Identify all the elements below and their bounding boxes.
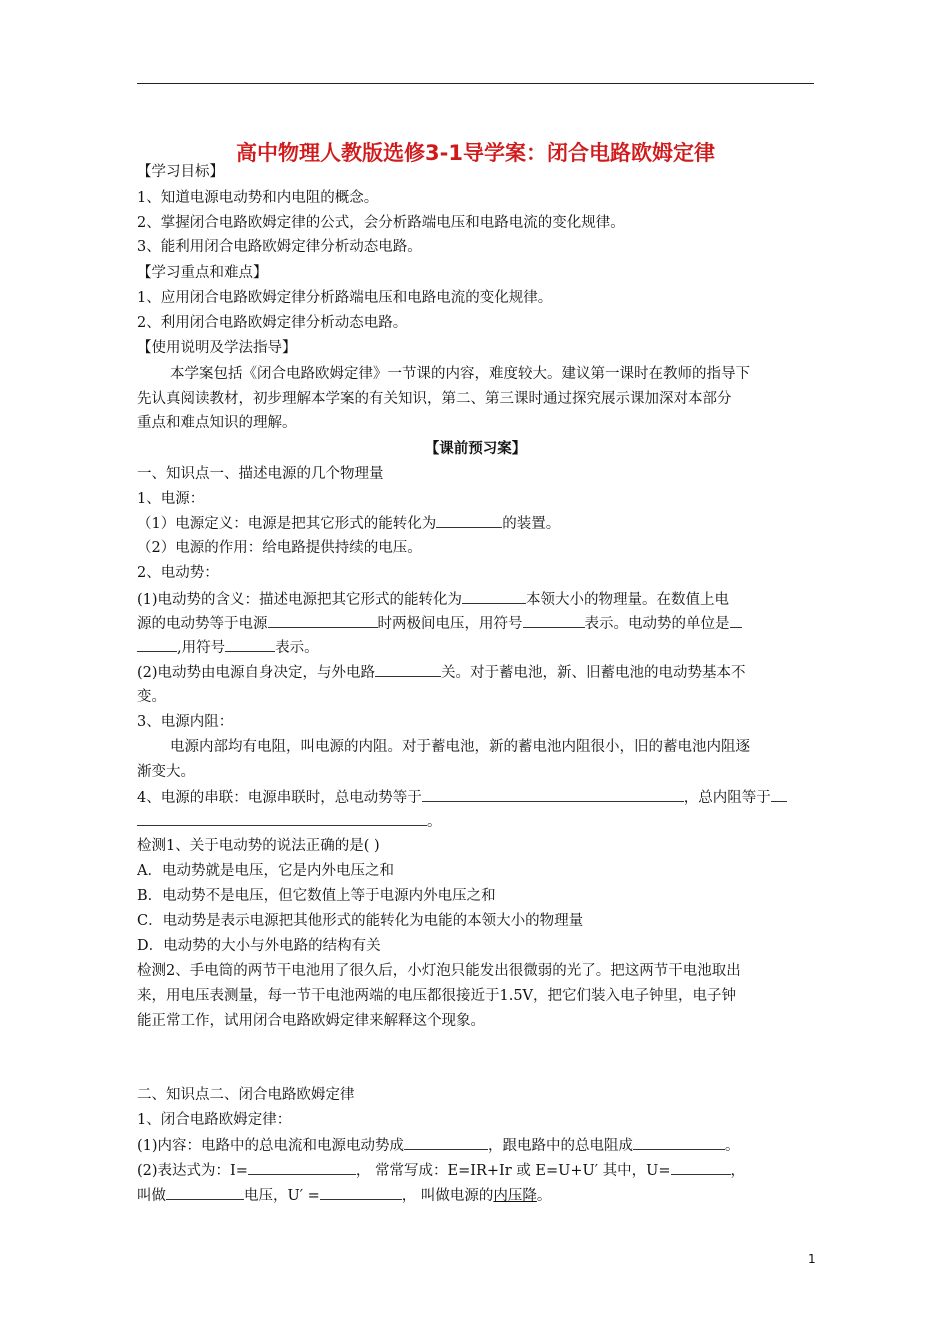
- power-title: 1、电源：: [137, 491, 205, 507]
- emf-title: 2、电动势：: [137, 565, 219, 581]
- emf-line-2: 源的电动势等于电源 时两极间电压，用符号 表示。电动势的单位是: [137, 614, 742, 633]
- objective-2: 2、掌握闭合电路欧姆定律的公式，会分析路端电压和电路电流的变化规律。: [137, 215, 625, 231]
- internal-line-2: 渐变大。: [137, 764, 195, 780]
- section2-heading: 二、知识点二、闭合电路欧姆定律: [137, 1087, 355, 1103]
- answer-blank[interactable]: [137, 812, 427, 826]
- answer-blank[interactable]: [436, 514, 502, 528]
- objective-3: 3、能利用闭合电路欧姆定律分析动态电路。: [137, 239, 422, 255]
- keypoint-1: 1、应用闭合电路欧姆定律分析路端电压和电路电流的变化规律。: [137, 290, 553, 306]
- internal-title: 3、电源内阻：: [137, 714, 234, 730]
- answer-blank[interactable]: [404, 1136, 488, 1150]
- power-definition: （1）电源定义：电源是把其它形式的能转化为 的装置。: [137, 516, 561, 532]
- law-expression: (2)表达式为：I= ， 常常写成：E=IR+Ir 或 E=U+U′ 其中，U= ，: [137, 1163, 746, 1179]
- answer-blank[interactable]: [633, 1136, 725, 1150]
- document-title: 高中物理人教版选修3-1导学案：闭合电路欧姆定律: [236, 141, 715, 165]
- law-terms: 叫做 电压，U′ = ， 叫做电源的内压降。: [137, 1188, 552, 1204]
- page-number: 1: [808, 1252, 816, 1266]
- power-role: （2）电源的作用：给电路提供持续的电压。: [137, 540, 422, 556]
- objective-1: 1、知道电源电动势和内电阻的概念。: [137, 190, 379, 206]
- section1-heading: 一、知识点一、描述电源的几个物理量: [137, 466, 384, 482]
- emf-line-3: ,用符号 表示。: [137, 638, 319, 657]
- answer-blank[interactable]: [320, 1186, 402, 1200]
- instructions-line-3: 重点和难点知识的理解。: [137, 415, 297, 431]
- check2-line-2: 来，用电压表测量，每一节干电池两端的电压都很接近于1.5V，把它们装入电子钟里，电子钟: [137, 988, 737, 1004]
- series-line-2: 。: [137, 812, 442, 831]
- header-rule: [137, 83, 814, 84]
- answer-blank[interactable]: [771, 788, 787, 802]
- answer-blank[interactable]: [225, 638, 275, 652]
- keypoint-2: 2、利用闭合电路欧姆定律分析动态电路。: [137, 315, 408, 331]
- answer-blank[interactable]: [730, 614, 742, 628]
- answer-blank[interactable]: [671, 1161, 731, 1175]
- answer-blank[interactable]: [422, 788, 684, 802]
- check1-option-d: D．电动势的大小与外电路的结构有关: [137, 938, 381, 954]
- emf-line-5: 变。: [137, 689, 166, 705]
- answer-blank[interactable]: [268, 614, 378, 628]
- answer-blank[interactable]: [523, 614, 585, 628]
- series-line-1: 4、电源的串联：电源串联时，总电动势等于 ，总内阻等于: [137, 788, 787, 807]
- keypoints-heading: 【学习重点和难点】: [137, 265, 268, 281]
- answer-blank[interactable]: [375, 663, 441, 677]
- check1-option-b: B．电动势不是电压，但它数值上等于电源内外电压之和: [137, 888, 496, 904]
- instructions-line-1: 本学案包括《闭合电路欧姆定律》一节课的内容，难度较大。建议第一课时在教师的指导下: [170, 366, 750, 382]
- answer-blank[interactable]: [166, 1186, 244, 1200]
- preview-heading: 【课前预习案】: [424, 440, 527, 457]
- check2-line-3: 能正常工作，试用闭合电路欧姆定律来解释这个现象。: [137, 1013, 485, 1029]
- check1-option-a: A．电动势就是电压，它是内外电压之和: [137, 863, 394, 879]
- emf-line-1: (1)电动势的含义：描述电源把其它形式的能转化为 本领大小的物理量。在数值上电: [137, 592, 730, 608]
- objectives-heading: 【学习目标】: [137, 164, 224, 180]
- check1-question: 检测1、关于电动势的说法正确的是( ): [137, 838, 380, 854]
- answer-blank[interactable]: [462, 590, 526, 604]
- emf-line-4: (2)电动势由电源自身决定，与外电路 关。对于蓄电池，新、旧蓄电池的电动势基本不: [137, 665, 746, 681]
- instructions-heading: 【使用说明及学法指导】: [137, 340, 297, 356]
- internal-line-1: 电源内部均有电阻，叫电源的内阻。对于蓄电池，新的蓄电池内阻很小，旧的蓄电池内阻逐: [170, 739, 750, 755]
- check2-line-1: 检测2、手电筒的两节干电池用了很久后，小灯泡只能发出很微弱的光了。把这两节干电池取出: [137, 963, 741, 979]
- check1-option-c: C．电动势是表示电源把其他形式的能转化为电能的本领大小的物理量: [137, 913, 584, 929]
- law-content: (1)内容：电路中的总电流和电源电动势成 ，跟电路中的总电阻成 。: [137, 1138, 740, 1154]
- answer-blank[interactable]: [137, 638, 177, 652]
- law-title: 1、闭合电路欧姆定律：: [137, 1112, 292, 1128]
- instructions-line-2: 先认真阅读教材，初步理解本学案的有关知识，第二、第三课时通过探究展示课加深对本部分: [137, 391, 732, 407]
- answer-blank[interactable]: [248, 1161, 356, 1175]
